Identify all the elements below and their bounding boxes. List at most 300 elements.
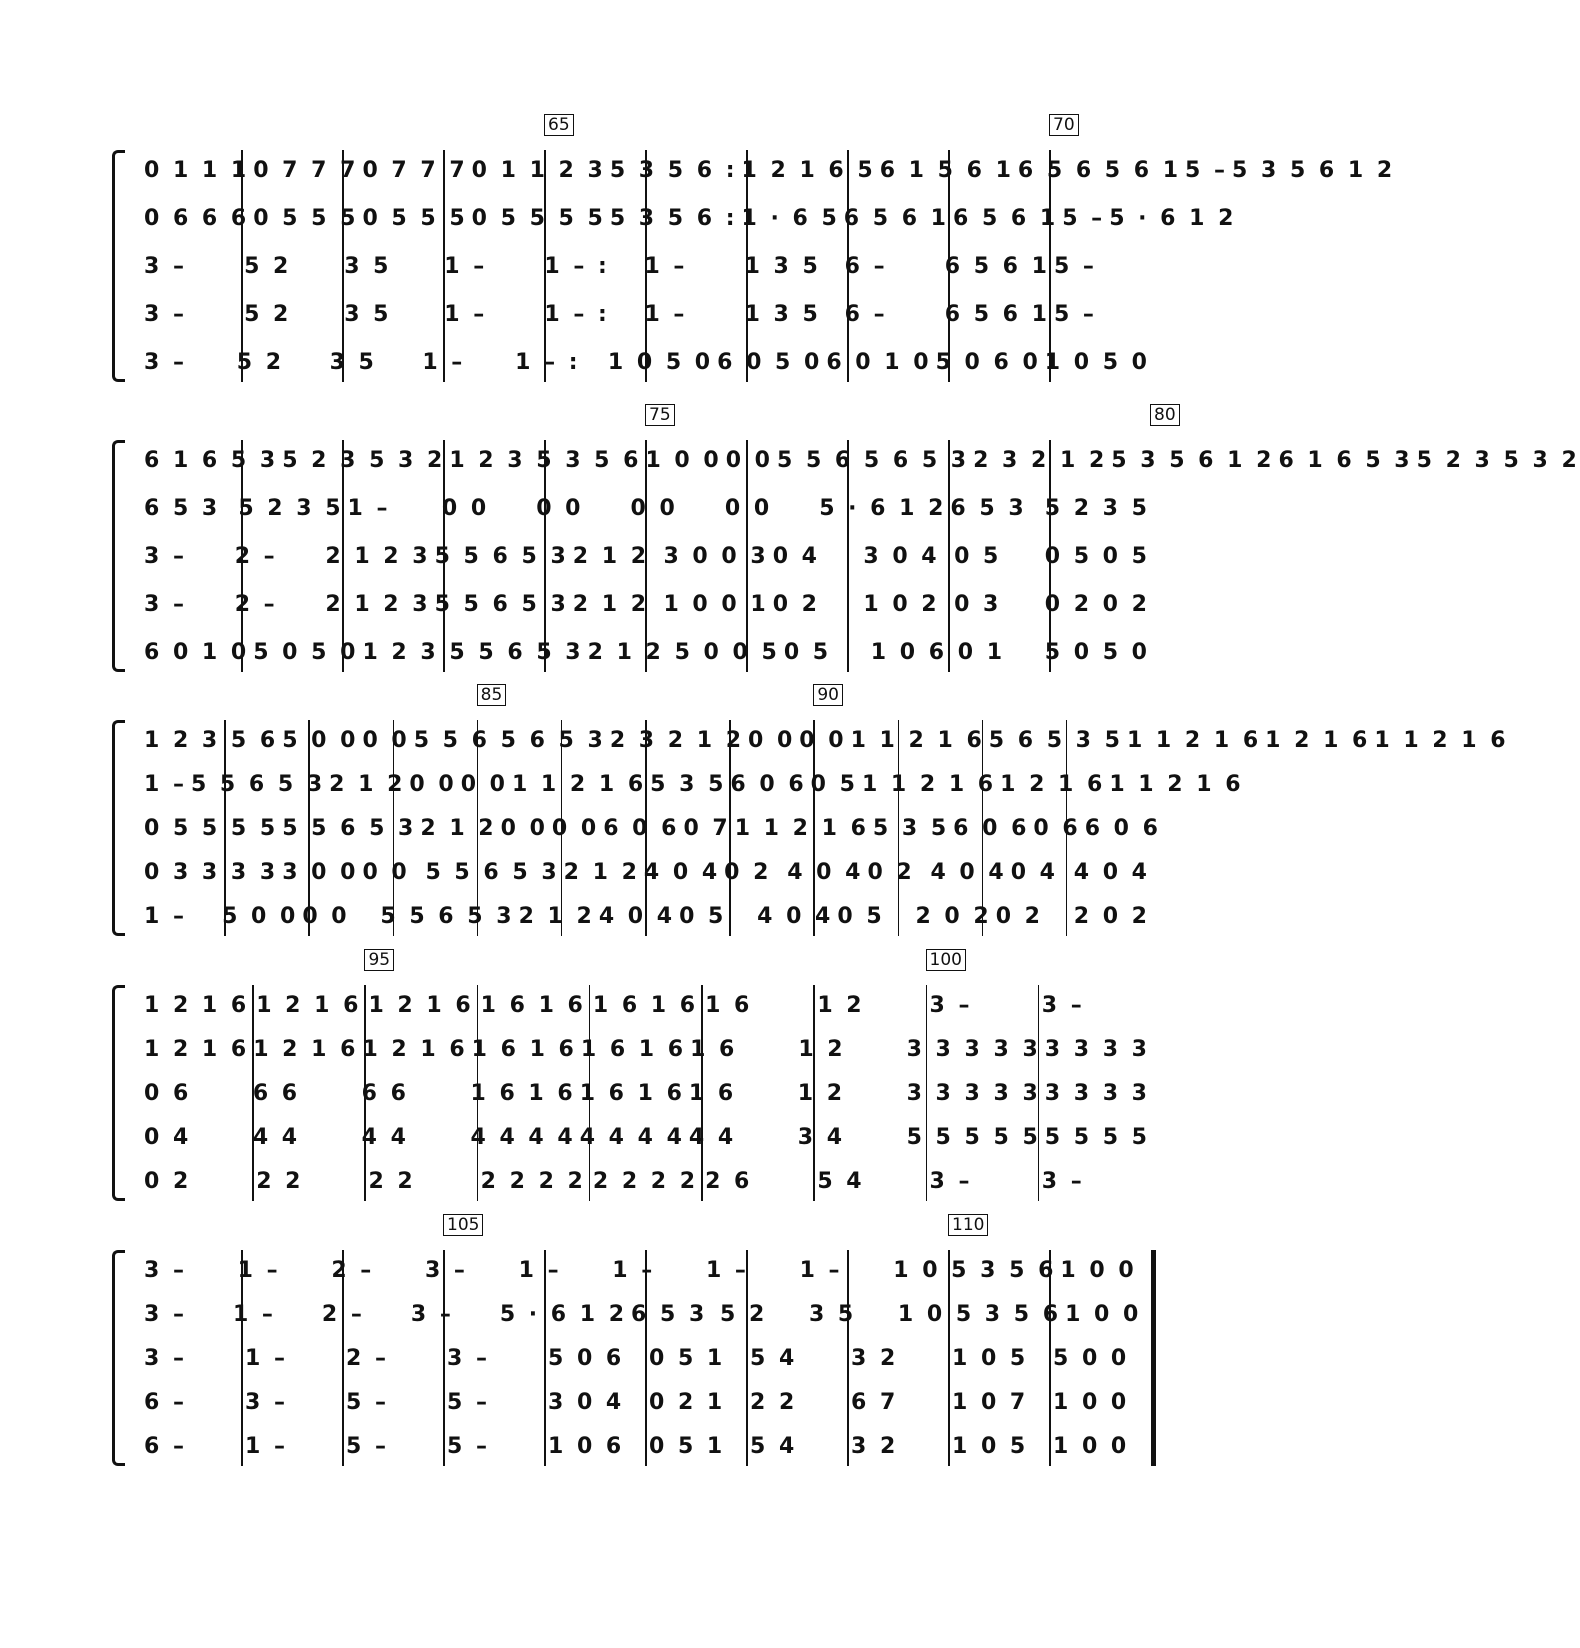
measure: 1 –: [232, 1302, 276, 1327]
measure: 4 0 4: [787, 860, 864, 885]
measure: 5 5 6 5 3: [190, 772, 326, 797]
measure: 1 6 1 6: [592, 993, 699, 1018]
measure: 4 4: [361, 1125, 409, 1150]
measure: 5 4: [817, 1169, 865, 1194]
measure: 1 6: [690, 1037, 738, 1062]
measure: 2 1 2: [518, 904, 595, 929]
measure: 1 – :: [544, 254, 610, 279]
measure: 1 1 2 1 6: [1126, 728, 1262, 753]
measure: 2 –: [321, 1302, 365, 1327]
measure-number: 100: [926, 949, 966, 971]
measure-number: 70: [1049, 114, 1079, 136]
measure: 5 5 5 5: [1044, 1125, 1150, 1150]
measure: 6 5 6 1: [944, 302, 1050, 327]
staff-line: [140, 1344, 1150, 1374]
measure: 5 3 5: [650, 772, 727, 797]
measure: 0 5 5 5 5: [144, 816, 279, 841]
measure: 1 6 1 6: [471, 1037, 577, 1062]
measure: 5 0 6 0: [935, 350, 1041, 375]
staff-line: [140, 726, 1509, 756]
measure-number: 80: [1150, 404, 1180, 426]
measure: 4 4 4 4: [579, 1125, 685, 1150]
measure: 1 0 0: [1053, 1434, 1130, 1459]
measure: 0 1: [957, 640, 1006, 665]
measure: 0 6 6 6: [144, 206, 250, 231]
measure: 5 0 0: [1053, 1346, 1130, 1371]
staff-line: [140, 252, 1150, 282]
measure: 3 3 3 3: [1044, 1081, 1150, 1106]
measure: 1 –: [347, 496, 391, 521]
measure: 5 0 5 0: [1044, 640, 1150, 665]
measure: 0 5 5 5 5: [471, 206, 606, 231]
measure: 1 6: [688, 1081, 737, 1106]
measure: 6 1 6 5 3: [144, 448, 279, 473]
measure: 1 2 1 6: [144, 993, 250, 1018]
measure: 4 4: [252, 1125, 301, 1150]
measure: 0 2 0 2: [1044, 592, 1150, 617]
measure: 0 4: [1010, 860, 1058, 885]
measure: 3 –: [424, 1258, 468, 1283]
measure: 1 6 1 6: [580, 1037, 687, 1062]
measure: 6 0 5 0: [717, 350, 823, 375]
system-1: [120, 115, 1396, 382]
measure: 3 –: [144, 254, 187, 279]
measure: 1 2 1 6 5: [741, 158, 876, 183]
measure: 3 –: [144, 592, 187, 617]
system-brace: [112, 985, 125, 1201]
measure: 6 5 3: [631, 1302, 708, 1327]
staff-line: [140, 542, 1150, 572]
measure: 1 2: [817, 993, 865, 1018]
measure: 0 5 5 5: [362, 206, 468, 231]
measure: 3 –: [929, 1169, 973, 1194]
measure: 2 1 2 3: [325, 544, 431, 569]
measure: 1 1 2 1 6: [511, 772, 647, 797]
measure: 5 0 5 0: [253, 640, 359, 665]
staff-line: [140, 446, 1580, 476]
measure: 0 2: [995, 904, 1043, 929]
measure: 3 –: [245, 1390, 288, 1415]
measure: 0 4: [772, 544, 820, 569]
measure: 2 1 2: [572, 592, 650, 617]
measure: 1 3 5: [744, 254, 821, 279]
measure: 1 0 0: [1060, 1258, 1137, 1283]
measure: 1 2 3 5 3 5 6: [449, 448, 642, 473]
staff-line: [140, 1079, 1150, 1109]
measure: 1 –: [245, 1434, 288, 1459]
measure: 5 3 5 6 1 2: [1232, 158, 1396, 183]
measure: 5 –: [346, 1434, 389, 1459]
staff-line: [140, 991, 1150, 1021]
measure: 3 –: [144, 1302, 187, 1327]
measure: 5 –: [1053, 254, 1097, 279]
measure: 2 –: [234, 592, 278, 617]
measure: 3 0 4: [548, 1390, 625, 1415]
measure: 1 0 5 3 5 6: [897, 1302, 1062, 1327]
measure: 5 2 3 5: [1044, 496, 1150, 521]
measure: 5 · 6 1 2: [819, 496, 947, 521]
measure: 2 1 2: [587, 640, 664, 665]
measure: 5 5 6 5 3: [449, 640, 584, 665]
staff-line: [140, 204, 1237, 234]
measure: 1 –: [644, 302, 688, 327]
measure: 2 2: [750, 1390, 798, 1415]
measure: 2 2: [256, 1169, 304, 1194]
measure: 0 1 1 2 3: [471, 158, 606, 183]
measure: 0 0: [630, 496, 678, 521]
measure: 6 0 6: [1084, 816, 1161, 841]
measure: 3 2: [851, 1434, 899, 1459]
measure: 3 3 3 3: [1044, 1037, 1150, 1062]
measure: 5 5 6 5 6 5 3: [413, 728, 606, 753]
measure: 5 5 6 5 3: [434, 544, 569, 569]
measure: 3 0 0: [282, 860, 359, 885]
measure: 3 –: [1041, 1169, 1085, 1194]
measure: 3 5: [808, 1302, 857, 1327]
measure: 6 –: [144, 1390, 187, 1415]
measure: 1 0 6: [548, 1434, 625, 1459]
measure: 3 0 4: [863, 544, 940, 569]
measure: 2 0 2: [1073, 904, 1150, 929]
system-brace: [112, 440, 125, 672]
measure: 0 5 0 5: [1044, 544, 1150, 569]
staff-line: [140, 1123, 1150, 1153]
measure: 3 5: [344, 254, 392, 279]
measure: 3 –: [410, 1302, 454, 1327]
measure: 3 –: [144, 302, 187, 327]
measure: 1 –: [245, 1346, 288, 1371]
measure: 6 5 6 1: [843, 206, 949, 231]
measure: 5 3 5 6 :: [609, 158, 738, 183]
measure: 2 1 2: [329, 772, 406, 797]
measure: 3 0 0 3: [663, 544, 769, 569]
measure: 0 5: [954, 544, 1002, 569]
measure: 1 0 5: [952, 1346, 1029, 1371]
measure: 5 0 0: [222, 904, 299, 929]
measure: 1 1 2 1 6: [861, 772, 997, 797]
measure: 2 –: [331, 1258, 375, 1283]
staff-line: [140, 814, 1161, 844]
measure: 5 3 5 6 1 2: [1111, 448, 1275, 473]
measure: 0 5 1: [649, 1434, 726, 1459]
measure: 1 2: [797, 1081, 846, 1106]
measure: 1 –: [444, 254, 488, 279]
measure: 2 –: [346, 1346, 389, 1371]
measure: 4 0 4: [930, 860, 1007, 885]
measure: 3 5: [344, 302, 392, 327]
measure: 6 –: [844, 302, 888, 327]
measure: 1 1 2 1 6: [850, 728, 985, 753]
measure: 2 2: [368, 1169, 416, 1194]
measure: 1 2 3 5 6: [144, 728, 279, 753]
measure: 1 2 1 6: [368, 993, 474, 1018]
system-brace: [112, 720, 125, 936]
measure: 1 2: [798, 1037, 846, 1062]
measure: 1 0 0: [1065, 1302, 1142, 1327]
measure: 0 3: [954, 592, 1002, 617]
measure: 1 6 1 6: [480, 993, 586, 1018]
system-2: [120, 405, 1580, 672]
measure: 1 2 1 6: [253, 1037, 359, 1062]
measure: 0 6: [144, 1081, 192, 1106]
measure: 3 3 3 3 3: [906, 1081, 1041, 1106]
measure: 5 2: [244, 254, 292, 279]
measure: 6 5 3: [950, 496, 1027, 521]
system-4: [120, 950, 1150, 1201]
measure: 1 2 3: [362, 640, 439, 665]
measure: 1 0 7: [952, 1390, 1029, 1415]
measure: 6 1 6 5 3: [1278, 448, 1413, 473]
measure-number: 90: [813, 684, 843, 706]
measure: 6 5 6 1: [944, 254, 1050, 279]
measure: 6 1 5 6 1: [879, 158, 1014, 183]
measure: 0 2: [867, 860, 915, 885]
staff-line: [140, 1035, 1150, 1065]
measure: 3 –: [144, 1258, 187, 1283]
measure: 1 –: [799, 1258, 843, 1283]
measure: 1 1 2 1 6: [1109, 772, 1244, 797]
measure: 5 4: [750, 1434, 798, 1459]
measure: 0 5: [679, 904, 727, 929]
measure: 5 3 5: [872, 816, 950, 841]
measure: 5 2 3 5: [238, 496, 344, 521]
measure: 1 –: [612, 1258, 656, 1283]
measure: 6 0 6: [730, 772, 807, 797]
measure: 0 2 1: [649, 1390, 726, 1415]
staff-line: [140, 1256, 1150, 1286]
measure: 2 1 2 3: [325, 592, 431, 617]
measure: 5 –: [447, 1390, 490, 1415]
measure: 5 6 5 3 5: [988, 728, 1123, 753]
measure: 1 –: [237, 1258, 281, 1283]
measure: 5 3 5 6 :: [609, 206, 738, 231]
measure: 1 –: [444, 302, 488, 327]
measure: 5 2: [244, 302, 292, 327]
measure: 0 5 1: [649, 1346, 726, 1371]
measure: 3 3 3 3 3: [906, 1037, 1041, 1062]
measure: 5 –: [1185, 158, 1229, 183]
measure: 5 5 5 5 5: [906, 1125, 1041, 1150]
measure: 1 0 0: [1053, 1390, 1130, 1415]
final-barline: [1151, 1250, 1156, 1466]
measure: 4 4: [688, 1125, 737, 1150]
measure: 1 6: [705, 993, 753, 1018]
measure: 3 –: [929, 993, 973, 1018]
measure: 1 –: [144, 904, 187, 929]
measure: 1 2 1 6: [144, 1037, 250, 1062]
staff-line: [140, 1432, 1150, 1462]
measure: 5 5 6 5 6 5 3: [776, 448, 970, 473]
measure: 4 0 4: [643, 860, 721, 885]
measure: 6 0 6: [953, 816, 1030, 841]
measure: 5 5 6 5 3: [282, 816, 417, 841]
measure: 1 2 1 6: [1000, 772, 1106, 797]
measure: 1 –: [144, 772, 187, 797]
measure: 0 7 7 7: [253, 158, 359, 183]
system-brace: [112, 1250, 125, 1466]
measure: 1 6 1 6: [470, 1081, 576, 1106]
measure: 1 1 2 1 6: [1374, 728, 1509, 753]
measure: 5 4: [750, 1346, 798, 1371]
measure: 5 –: [346, 1390, 389, 1415]
measure: 5 –: [1062, 206, 1106, 231]
staff-line: [140, 770, 1244, 800]
measure: 0 0: [441, 496, 490, 521]
measure: 6 5 6 5 6 1: [1017, 158, 1182, 183]
measure: 1 –: [705, 1258, 749, 1283]
measure: 4 0 4: [757, 904, 834, 929]
measure: 1 – :: [515, 350, 581, 375]
measure: 0 0: [302, 904, 350, 929]
staff-line: [140, 348, 1150, 378]
measure: 0 3 3 3 3: [144, 860, 279, 885]
measure: 3 –: [144, 544, 187, 569]
measure: 4 4 4 4: [470, 1125, 576, 1150]
measure: 2 2 2 2: [480, 1169, 586, 1194]
measure: 1 6 1 6: [579, 1081, 685, 1106]
staff-line: [140, 494, 1150, 524]
measure: 3 4: [797, 1125, 846, 1150]
measure: 1 0 6: [870, 640, 948, 665]
measure: 2 6: [705, 1169, 753, 1194]
measure: 2 3 2 1 2: [609, 728, 745, 753]
measure: 4 0 4: [598, 904, 676, 929]
measure-number: 110: [948, 1214, 988, 1236]
staff-line: [140, 156, 1396, 186]
measure: 0 7: [683, 816, 731, 841]
measure: 2 2 2 2: [592, 1169, 699, 1194]
measure: 6 5 6 1: [953, 206, 1059, 231]
measure: 0 2: [772, 592, 820, 617]
measure: 2 1 2: [420, 816, 497, 841]
measure: 1 –: [422, 350, 466, 375]
measure: 3 –: [1041, 993, 1085, 1018]
measure: 6 7: [851, 1390, 899, 1415]
measure: 1 –: [518, 1258, 562, 1283]
measure: 5 –: [1053, 302, 1097, 327]
measure: 5 0 0: [282, 728, 359, 753]
measure: 5 5 6 5 3: [434, 592, 569, 617]
measure: 0 0: [551, 816, 600, 841]
measure: 5 5 6 5 3: [425, 860, 560, 885]
measure: 1 0 5: [952, 1434, 1029, 1459]
measure: 1 · 6 5: [741, 206, 840, 231]
measure: 0 6: [1033, 816, 1081, 841]
measure: 1 2 1 6: [1265, 728, 1371, 753]
measure: 2 3 2 1 2: [973, 448, 1108, 473]
measure: 2 1 2: [563, 860, 640, 885]
staff-line: [140, 858, 1150, 888]
measure: 6 0 6: [603, 816, 680, 841]
measure: 0 5 5 5: [253, 206, 359, 231]
measure: 5 5 6 5 3: [380, 904, 515, 929]
measure: 5 2 3 5 3 2: [282, 448, 446, 473]
measure: 6 6: [252, 1081, 301, 1106]
measure: 5 0 0 5: [674, 640, 780, 665]
measure: 2 0 2: [915, 904, 992, 929]
measure: 6 0 1 0: [826, 350, 932, 375]
measure: 2 1 2: [572, 544, 650, 569]
measure-number: 75: [645, 404, 675, 426]
measure: 4 0 4: [1073, 860, 1150, 885]
measure: 0 5: [837, 904, 885, 929]
measure: 0 0: [362, 860, 410, 885]
measure: 6 –: [844, 254, 888, 279]
measure: 5 · 6 1 2: [1109, 206, 1237, 231]
measure: 0 0: [536, 496, 584, 521]
measure: 3 5: [329, 350, 377, 375]
measure: 0 0: [362, 728, 410, 753]
staff-line: [140, 300, 1150, 330]
measure: 1 0 2: [863, 592, 940, 617]
measure: 3 –: [447, 1346, 490, 1371]
measure: 0 7 7 7: [362, 158, 468, 183]
measure: 1 2 1 6: [362, 1037, 468, 1062]
measure-number: 95: [364, 949, 394, 971]
system-3: [120, 685, 1509, 936]
measure: 1 1 2 1 6: [734, 816, 869, 841]
system-5: [120, 1215, 1150, 1466]
measure: 1 0 5 0: [1044, 350, 1150, 375]
measure: 1 3 5: [744, 302, 821, 327]
staff-line: [140, 1167, 1150, 1197]
measure: 0 1 1 1: [144, 158, 250, 183]
measure: 5 2 3 5 3 2: [1416, 448, 1580, 473]
measure: 0 4: [144, 1125, 192, 1150]
measure: 6 6: [361, 1081, 409, 1106]
measure: 5 · 6 1 2: [499, 1302, 628, 1327]
measure: 1 0 0 1: [663, 592, 769, 617]
measure: 0 5: [783, 640, 832, 665]
measure: 6 0 1 0: [144, 640, 250, 665]
measure: 0 5: [810, 772, 858, 797]
staff-line: [140, 1388, 1150, 1418]
measure: 0 0: [500, 816, 548, 841]
measure: 0 0: [748, 728, 796, 753]
measure-number: 65: [544, 114, 574, 136]
measure: 1 –: [644, 254, 688, 279]
measure: 0 0: [725, 448, 773, 473]
measure: 1 0 5 0: [607, 350, 714, 375]
measure: 6 5 3: [144, 496, 221, 521]
measure: 3 –: [144, 350, 187, 375]
staff-line: [140, 590, 1150, 620]
measure: 0 0: [460, 772, 508, 797]
measure: 1 – :: [544, 302, 610, 327]
measure: 5 0 6: [548, 1346, 625, 1371]
measure: 6 –: [144, 1434, 187, 1459]
measure: 0 0: [799, 728, 847, 753]
measure-number: 105: [443, 1214, 483, 1236]
measure: 3 2: [851, 1346, 899, 1371]
measure: 3 –: [144, 1346, 187, 1371]
measure: 1 0 0: [645, 448, 722, 473]
measure: 1 2 1 6: [256, 993, 362, 1018]
measure: 5 2: [720, 1302, 768, 1327]
staff-line: [140, 1300, 1150, 1330]
measure: 0 2: [144, 1169, 192, 1194]
measure: 0 2: [724, 860, 772, 885]
staff-line: [140, 902, 1150, 932]
measure-number: 85: [477, 684, 507, 706]
measure: 0 0: [724, 496, 773, 521]
measure: 1 0 5 3 5 6: [893, 1258, 1057, 1283]
measure: 2 –: [234, 544, 278, 569]
staff-line: [140, 638, 1150, 668]
measure: 5 –: [447, 1434, 490, 1459]
measure: 5 2: [236, 350, 285, 375]
system-brace: [112, 150, 125, 382]
